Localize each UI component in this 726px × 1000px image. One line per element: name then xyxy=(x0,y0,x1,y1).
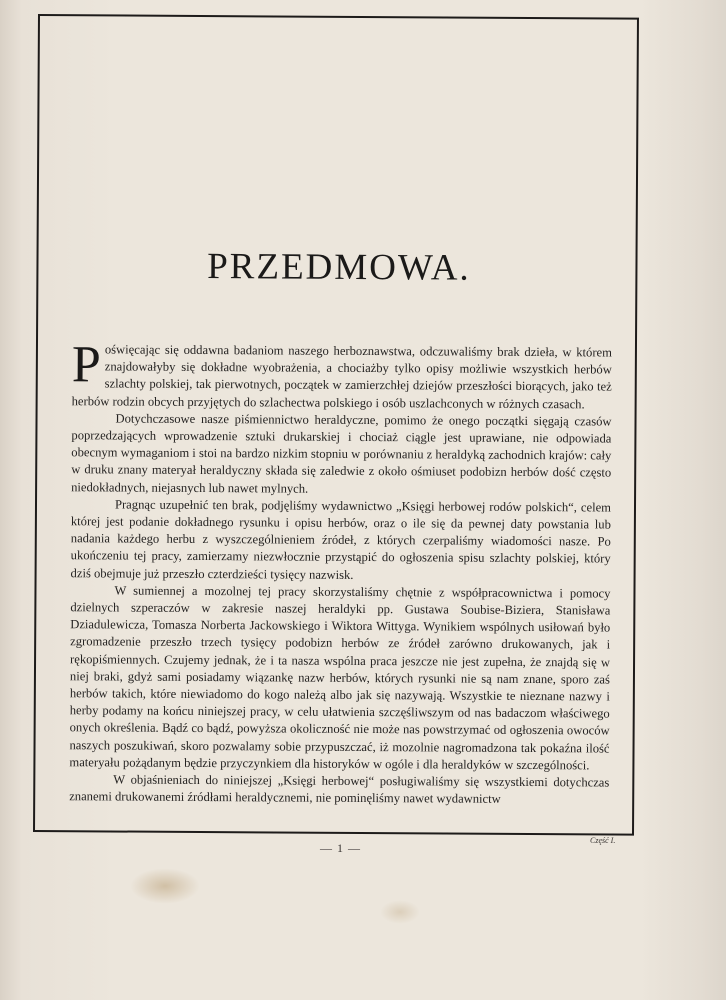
page-title: PRZEDMOWA. xyxy=(207,246,471,289)
paragraph-5: W objaśnieniach do niniejszej „Księgi herbowej“ posługiwaliśmy się wszystkiemi dotychczas znanemi drukowanemi źródłami heraldycznemi, nie pominęliśmy nawet wydawnictw xyxy=(69,772,610,807)
paragraph-2: Dotychczasowe nasze piśmiennictwo heraldyczne, pomimo że onego początki sięgają czasów poprzedzających wprowadzenie sztuki drukarskiej i chociaż ciągle jest uprawiane, nie odpowiada obecnym wymaganiom i stoi na bardzo nizkim stopniu w porównaniu z heraldyką zachodnich krajów: cały w druku znany materyał heraldyczny składa się zaledwie z około ośmiuset podobizn herbów dość często niedokładnych, niejasnych lub nawet mylnych. xyxy=(71,411,612,496)
paragraph-1-text: oświęcając się oddawna badaniom naszego herboznawstwa, odczuwaliśmy brak dzieła, w którem znajdowałyby się dokładne wyobrażenia, a chociażby tylko opisy możliwie wszystkich herbów szlachty polskiej, tak pierwotnych, początek w zamierzchłej dziejów przeszłości biorących, jako też herbów rodzin obcych przyjętych do szlachectwa polskiego i osób uszlachconych w różnych czasach. xyxy=(71,342,612,411)
paragraph-1 xyxy=(71,336,612,413)
preface-text xyxy=(69,336,612,809)
paper-stain xyxy=(380,900,420,924)
paragraph-4: W sumiennej a mozolnej tej pracy skorzystaliśmy chętnie z współpracownictwa i pomocy dzielnych szperaczów w zakresie naszej heraldyki pp. Gustawa Soubise-Biziera, Stanisława Dziadulewicza, Tomasza Norberta Jackowskiego i Wiktora Wittyga. Wynikiem wspólnych usiłowań było zgromadzenie przeszło trzech tysięcy podobizn herbów ze źródeł zarówno drukowanych, jak i rękopiśmiennych. Czujemy jednak, że i ta nasza wspólna praca jeszcze nie jest zupełna, że znajdą się w niej braki, gdyż sami posiadamy wiązankę nazw herbów, których rysunki nie są nam znane, sporo zaś herbów takich, które niewiadomo do kogo należą albo jak się nazywają. Wszystkie te nieznane nazwy i herby podamy na końcu niniejszej pracy, w celu ułatwienia szczęśliwszym od nas badaczom właściwego onych określenia. Bądź co bądź, powyższa okoliczność nie może nas powstrzymać od ogłoszenia owoców naszych poszukiwań, skoro pozwalamy sobie przypuszczać, iż mozolnie nagromadzona tak pokaźna ilość materyału pożądanym będzie przyczynkiem dla historyków w ogóle i dla heraldyków w szczególności. xyxy=(69,583,611,773)
drop-cap: P xyxy=(71,336,101,394)
paragraph-3: Pragnąc uzupełnić ten brak, podjęliśmy wydawnictwo „Księgi herbowej rodów polskich“, celem której jest podanie dokładnego rysunku i opisu herbów, oraz o ile się da pewnej daty powstania lub nadania każdego herbu z wyszczególnieniem źródeł, z których czerpaliśmy wiadomości nasze. Po ukończeniu tej pracy, zamierzamy niezwłocznie przystąpić do ogłoszenia spisu szlachty polskiej, który dziś obejmuje już przeszło czterdzieści tysięcy nazwisk. xyxy=(70,497,612,582)
part-label: Część I. xyxy=(590,836,616,845)
page-frame xyxy=(33,14,639,836)
page-number: — 1 — xyxy=(320,841,361,855)
paper-stain xyxy=(130,868,200,904)
